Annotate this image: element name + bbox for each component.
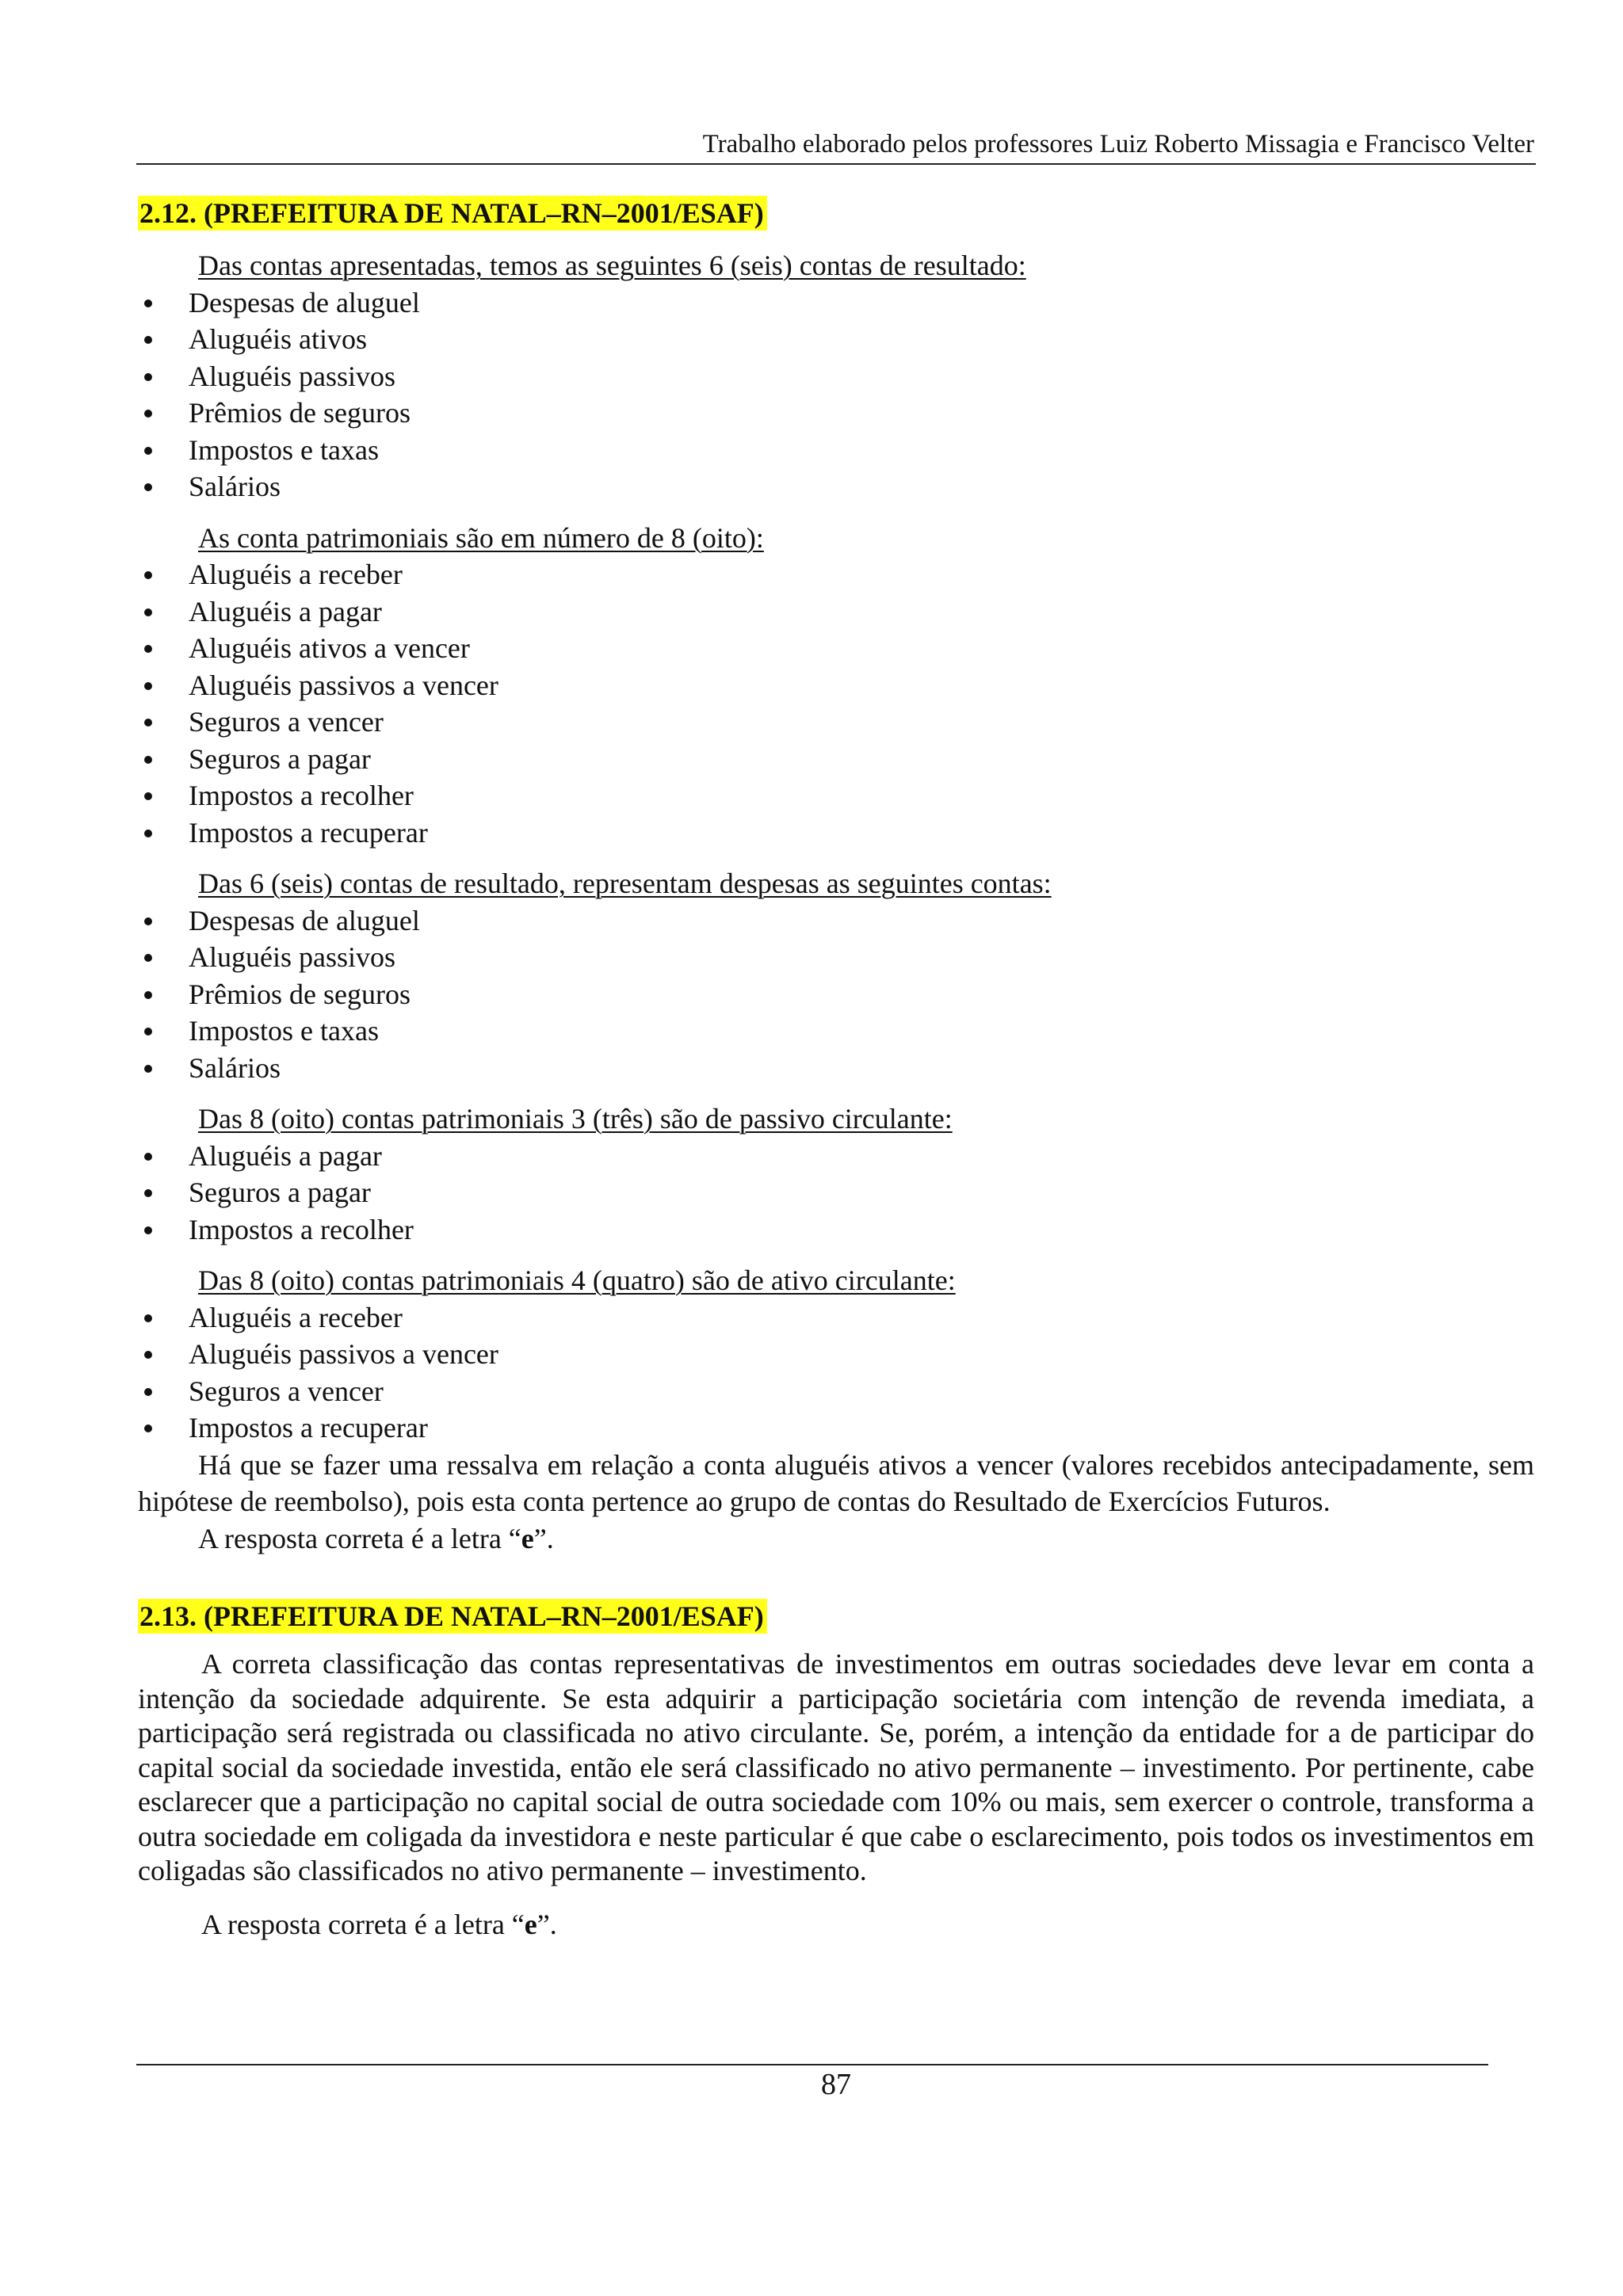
subheading-colon: : xyxy=(1018,250,1026,281)
list-item: Salários xyxy=(138,1050,1534,1087)
list-item: Aluguéis passivos a vencer xyxy=(138,667,1534,704)
subheading-current-assets: Das 8 (oito) contas patrimoniais 4 (quatro) são de ativo circulante: xyxy=(198,1264,956,1296)
answer-line-2-13 xyxy=(138,1906,1534,1943)
list-item: Impostos a recolher xyxy=(138,1211,1534,1249)
header-divider xyxy=(136,163,1536,165)
answer-line-2-12 xyxy=(138,1520,1534,1558)
subheading-balance-accounts: As conta patrimoniais são em número de 8 (oito): xyxy=(198,521,764,554)
answer-letter: e xyxy=(524,1908,537,1940)
list-item: Aluguéis a pagar xyxy=(138,593,1534,631)
answer-prefix: A resposta correta é a letra “ xyxy=(198,1522,521,1554)
list-item: Aluguéis a receber xyxy=(138,1299,1534,1337)
section-title-2-12: 2.12. (PREFEITURA DE NATAL–RN–2001/ESAF) xyxy=(138,196,767,231)
list-result-accounts xyxy=(138,284,1534,505)
list-item: Aluguéis a pagar xyxy=(138,1138,1534,1175)
list-current-assets xyxy=(138,1299,1534,1447)
list-item: Aluguéis ativos a vencer xyxy=(138,630,1534,667)
subheading-result-accounts xyxy=(138,247,1534,284)
list-item: Seguros a vencer xyxy=(138,1373,1534,1410)
list-item: Impostos e taxas xyxy=(138,432,1534,469)
list-expense-accounts xyxy=(138,902,1534,1087)
note-paragraph: Há que se fazer uma ressalva em relação a conta aluguéis ativos a vencer (valores recebidos antecipadamente, sem hipótese de reembolso), pois esta conta pertence ao grupo de contas do Resultado de Exercícios Futuros. xyxy=(138,1448,1534,1517)
list-item: Seguros a vencer xyxy=(138,704,1534,741)
list-item: Aluguéis passivos xyxy=(138,358,1534,395)
list-item: Seguros a pagar xyxy=(138,741,1534,778)
list-item: Impostos e taxas xyxy=(138,1013,1534,1050)
list-item: Impostos a recuperar xyxy=(138,814,1534,852)
running-header: Trabalho elaborado pelos professores Luiz Roberto Missagia e Francisco Velter xyxy=(702,130,1534,158)
list-item: Salários xyxy=(138,468,1534,505)
subheading-current-liabilities: Das 8 (oito) contas patrimoniais 3 (três) são de passivo circulante: xyxy=(198,1103,953,1135)
list-item: Aluguéis a receber xyxy=(138,556,1534,593)
list-item: Impostos a recolher xyxy=(138,777,1534,814)
page-number: 87 xyxy=(821,2068,851,2101)
page-content xyxy=(138,195,1534,1943)
explanation-paragraph: A correta classificação das contas representativas de investimentos em outras sociedades deve levar em conta a intenção da sociedade adquirente. Se esta adquirir a participação societária com intenção de revenda imediata, a participação será registrada ou classificada no ativo circulante. Se, porém, a intenção da entidade for a de participar do capital social da sociedade investida, então ele será classificado no ativo permanente – investimento. Por pertinente, cabe esclarecer que a participação no capital social de outra sociedade com 10% ou mais, sem exercer o controle, transforma a outra sociedade em coligada da investidora e neste particular é que cabe o esclarecimento, pois todos os investimentos em coligadas são classificados no ativo permanente – investimento. xyxy=(138,1648,1534,1886)
answer-prefix: A resposta correta é a letra “ xyxy=(201,1908,525,1940)
list-item: Aluguéis passivos a vencer xyxy=(138,1336,1534,1373)
answer-suffix: ”. xyxy=(533,1522,554,1554)
list-item: Prêmios de seguros xyxy=(138,395,1534,432)
subheading-expense-accounts: Das 6 (seis) contas de resultado, representam despesas as seguintes contas: xyxy=(198,868,1052,899)
answer-suffix: ”. xyxy=(537,1908,557,1940)
list-item: Despesas de aluguel xyxy=(138,902,1534,940)
list-current-liabilities xyxy=(138,1138,1534,1249)
footer-divider xyxy=(136,2064,1488,2065)
list-item: Impostos a recuperar xyxy=(138,1409,1534,1447)
subheading-text: Das contas apresentadas, temos as seguintes 6 (seis) contas de resultado xyxy=(198,250,1018,281)
list-item: Despesas de aluguel xyxy=(138,284,1534,322)
list-item: Aluguéis passivos xyxy=(138,939,1534,976)
list-balance-accounts xyxy=(138,556,1534,851)
list-item: Aluguéis ativos xyxy=(138,321,1534,358)
answer-letter: e xyxy=(521,1522,534,1554)
section-title-2-13: 2.13. (PREFEITURA DE NATAL–RN–2001/ESAF) xyxy=(138,1599,767,1634)
list-item: Prêmios de seguros xyxy=(138,976,1534,1013)
list-item: Seguros a pagar xyxy=(138,1174,1534,1211)
